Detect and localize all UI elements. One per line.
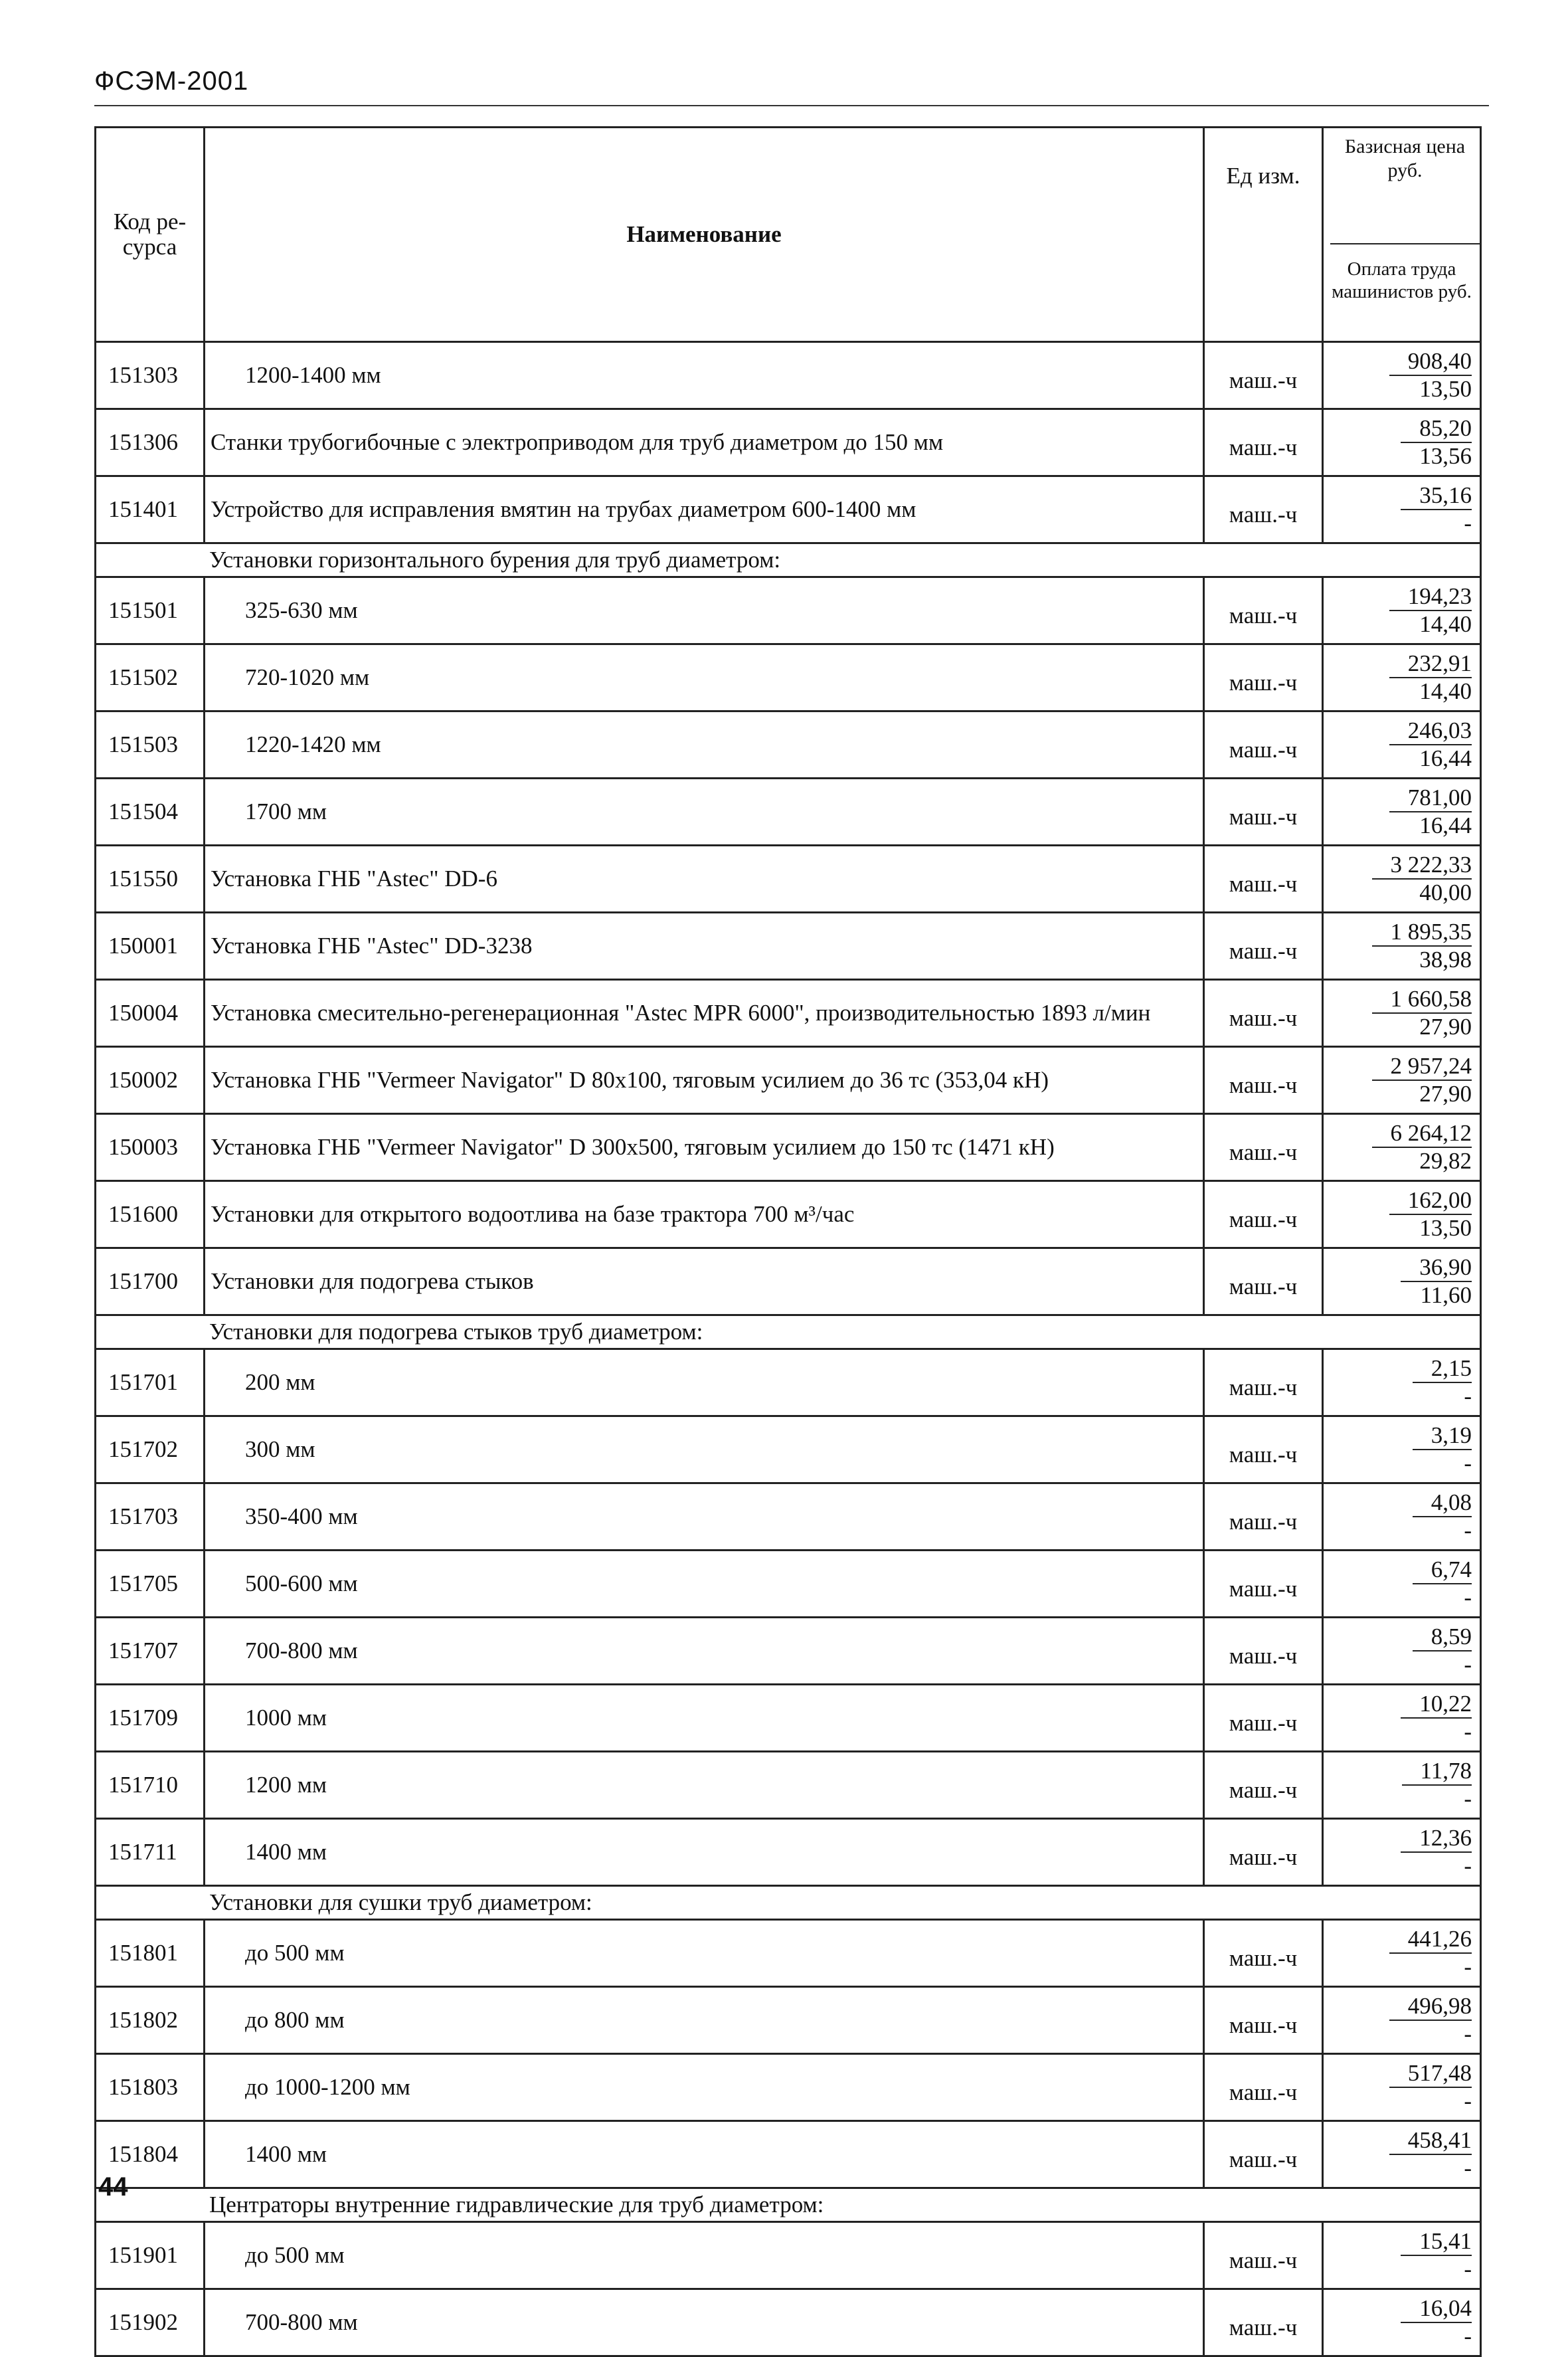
base-price: 2,15	[1413, 1355, 1472, 1383]
base-price: 11,78	[1402, 1758, 1472, 1786]
page-number: 44	[98, 2172, 128, 2202]
resource-name: Станки трубогибочные с электроприводом для труб диаметром до 150 мм	[205, 409, 1204, 476]
operator-pay: -	[1464, 1450, 1472, 1476]
table-row	[96, 1752, 1481, 1819]
table-row	[96, 1181, 1481, 1248]
operator-pay: 14,40	[1419, 611, 1472, 637]
resource-name: Установка ГНБ "Vermeer Navigator" D 300x500, тяговым усилием до 150 тс (1471 кН)	[205, 1114, 1204, 1181]
operator-pay: -	[1464, 1383, 1472, 1409]
resource-code: 151600	[96, 1181, 205, 1248]
resource-unit: маш.-ч	[1204, 577, 1323, 644]
base-price: 12,36	[1401, 1825, 1472, 1853]
table-row	[96, 1551, 1481, 1618]
base-price: 781,00	[1389, 785, 1472, 812]
price-cell	[1323, 644, 1481, 711]
resource-table-body	[96, 128, 1481, 2356]
table-row	[96, 846, 1481, 913]
price-cell	[1323, 2054, 1481, 2121]
page-title: ФСЭМ-2001	[94, 66, 249, 96]
header-labor: Оплата труда машинистов руб.	[1332, 258, 1472, 302]
base-price: 232,91	[1389, 650, 1472, 678]
header-divider	[94, 105, 1489, 106]
resource-name: 700-800 мм	[205, 2289, 1204, 2356]
resource-name: Установки для подогрева стыков	[205, 1248, 1204, 1315]
resource-code: 151804	[96, 2121, 205, 2188]
table-row	[96, 342, 1481, 409]
resource-name: 720-1020 мм	[205, 644, 1204, 711]
price-cell	[1323, 913, 1481, 980]
resource-name: до 500 мм	[205, 2222, 1204, 2289]
resource-code: 150003	[96, 1114, 205, 1181]
resource-code: 150001	[96, 913, 205, 980]
base-price: 194,23	[1389, 583, 1472, 611]
operator-pay: 38,98	[1419, 947, 1472, 973]
operator-pay: -	[1464, 2088, 1472, 2114]
table-row	[96, 2054, 1481, 2121]
operator-pay: -	[1464, 2256, 1472, 2282]
price-cell	[1323, 577, 1481, 644]
resource-name: 325-630 мм	[205, 577, 1204, 644]
resource-code: 151710	[96, 1752, 205, 1819]
base-price: 517,48	[1389, 2060, 1472, 2088]
resource-code: 151303	[96, 342, 205, 409]
resource-name: 200 мм	[205, 1349, 1204, 1416]
resource-code: 151502	[96, 644, 205, 711]
operator-pay: -	[1464, 1719, 1472, 1744]
resource-code: 151802	[96, 1987, 205, 2054]
table-row	[96, 2289, 1481, 2356]
base-price: 458,41	[1389, 2127, 1472, 2155]
price-cell	[1323, 2222, 1481, 2289]
resource-code: 150002	[96, 1047, 205, 1114]
operator-pay: -	[1464, 1853, 1472, 1879]
table-row	[96, 2222, 1481, 2289]
group-heading-row	[96, 1315, 1481, 1349]
resource-code: 151306	[96, 409, 205, 476]
price-cell	[1323, 1618, 1481, 1685]
table-row	[96, 1416, 1481, 1483]
operator-pay: -	[1464, 2323, 1472, 2349]
base-price: 6,74	[1413, 1556, 1472, 1584]
base-price: 1 895,35	[1372, 919, 1472, 947]
resource-name: Установка ГНБ "Astec" DD-6	[205, 846, 1204, 913]
resource-unit: маш.-ч	[1204, 711, 1323, 779]
resource-table	[94, 126, 1482, 2357]
resource-code: 151707	[96, 1618, 205, 1685]
price-cell	[1323, 980, 1481, 1047]
price-cell	[1323, 2121, 1481, 2188]
resource-unit: маш.-ч	[1204, 644, 1323, 711]
resource-code: 151902	[96, 2289, 205, 2356]
table-row	[96, 1114, 1481, 1181]
price-cell	[1323, 342, 1481, 409]
base-price: 16,04	[1401, 2295, 1472, 2323]
base-price: 15,41	[1401, 2228, 1472, 2256]
resource-name: 1220-1420 мм	[205, 711, 1204, 779]
table-row	[96, 577, 1481, 644]
resource-unit: маш.-ч	[1204, 1920, 1323, 1987]
resource-unit: маш.-ч	[1204, 1483, 1323, 1551]
resource-code: 151700	[96, 1248, 205, 1315]
base-price: 496,98	[1389, 1993, 1472, 2021]
resource-name: 1200-1400 мм	[205, 342, 1204, 409]
resource-code: 151901	[96, 2222, 205, 2289]
resource-code: 151801	[96, 1920, 205, 1987]
resource-unit: маш.-ч	[1204, 846, 1323, 913]
table-row	[96, 476, 1481, 543]
price-cell	[1323, 1685, 1481, 1752]
resource-name: 700-800 мм	[205, 1618, 1204, 1685]
resource-unit: маш.-ч	[1204, 476, 1323, 543]
resource-code: 151702	[96, 1416, 205, 1483]
header-unit: Ед изм.	[1204, 128, 1323, 342]
table-row	[96, 1685, 1481, 1752]
resource-unit: маш.-ч	[1204, 1047, 1323, 1114]
price-cell	[1323, 1920, 1481, 1987]
operator-pay: 27,90	[1419, 1014, 1472, 1040]
base-price: 441,26	[1389, 1926, 1472, 1954]
operator-pay: 13,56	[1419, 443, 1472, 469]
price-cell	[1323, 409, 1481, 476]
operator-pay: 14,40	[1419, 678, 1472, 704]
base-price: 3,19	[1413, 1422, 1472, 1450]
base-price: 10,22	[1401, 1691, 1472, 1719]
resource-unit: маш.-ч	[1204, 1685, 1323, 1752]
resource-name: Установка ГНБ "Astec" DD-3238	[205, 913, 1204, 980]
price-cell	[1323, 779, 1481, 846]
resource-code: 150004	[96, 980, 205, 1047]
operator-pay: -	[1464, 2155, 1472, 2181]
operator-pay: -	[1464, 1517, 1472, 1543]
table-header-row	[96, 128, 1481, 342]
resource-code: 151701	[96, 1349, 205, 1416]
price-cell	[1323, 1752, 1481, 1819]
resource-code: 151504	[96, 779, 205, 846]
base-price: 3 222,33	[1372, 852, 1472, 880]
base-price: 36,90	[1401, 1254, 1472, 1282]
resource-unit: маш.-ч	[1204, 2289, 1323, 2356]
group-heading-row	[96, 1886, 1481, 1920]
price-cell	[1323, 1047, 1481, 1114]
resource-unit: маш.-ч	[1204, 1752, 1323, 1819]
resource-code: 151550	[96, 846, 205, 913]
resource-unit: маш.-ч	[1204, 1181, 1323, 1248]
resource-code: 151501	[96, 577, 205, 644]
resource-unit: маш.-ч	[1204, 409, 1323, 476]
table-row	[96, 1987, 1481, 2054]
table-row	[96, 1047, 1481, 1114]
table-row	[96, 1483, 1481, 1551]
resource-unit: маш.-ч	[1204, 1416, 1323, 1483]
table-row	[96, 980, 1481, 1047]
resource-name: 350-400 мм	[205, 1483, 1204, 1551]
resource-unit: маш.-ч	[1204, 1114, 1323, 1181]
table-row	[96, 2121, 1481, 2188]
resource-name: 300 мм	[205, 1416, 1204, 1483]
header-code: Код ре-сурса	[96, 128, 205, 342]
price-cell	[1323, 1416, 1481, 1483]
table-row	[96, 913, 1481, 980]
resource-name: Установки для открытого водоотлива на базе трактора 700 м³/час	[205, 1181, 1204, 1248]
table-row	[96, 1819, 1481, 1886]
base-price: 35,16	[1401, 482, 1472, 510]
resource-name: 1400 мм	[205, 2121, 1204, 2188]
resource-name: Устройство для исправления вмятин на трубах диаметром 600-1400 мм	[205, 476, 1204, 543]
header-name: Наименование	[205, 128, 1204, 342]
resource-unit: маш.-ч	[1204, 1618, 1323, 1685]
base-price: 8,59	[1413, 1624, 1472, 1651]
operator-pay: -	[1464, 2021, 1472, 2047]
group-heading: Установки для сушки труб диаметром:	[96, 1886, 1481, 1920]
operator-pay: 13,50	[1419, 376, 1472, 402]
header-price-cell	[1323, 128, 1481, 342]
resource-name: 500-600 мм	[205, 1551, 1204, 1618]
operator-pay: 13,50	[1419, 1215, 1472, 1241]
operator-pay: 29,82	[1419, 1148, 1472, 1174]
header-price: Базисная цена руб.	[1330, 128, 1480, 244]
price-cell	[1323, 1248, 1481, 1315]
resource-name: 1200 мм	[205, 1752, 1204, 1819]
resource-code: 151503	[96, 711, 205, 779]
resource-unit: маш.-ч	[1204, 980, 1323, 1047]
operator-pay: 16,44	[1419, 812, 1472, 838]
table-row	[96, 779, 1481, 846]
resource-code: 151711	[96, 1819, 205, 1886]
operator-pay: -	[1464, 1954, 1472, 1980]
resource-name: Установка смесительно-регенерационная "Astec MPR 6000", производительностью 1893 л/мин	[205, 980, 1204, 1047]
price-cell	[1323, 1551, 1481, 1618]
table-row	[96, 1618, 1481, 1685]
resource-code: 151703	[96, 1483, 205, 1551]
resource-unit: маш.-ч	[1204, 2054, 1323, 2121]
table-row	[96, 711, 1481, 779]
resource-unit: маш.-ч	[1204, 1349, 1323, 1416]
base-price: 85,20	[1401, 415, 1472, 443]
price-cell	[1323, 711, 1481, 779]
base-price: 162,00	[1389, 1187, 1472, 1215]
operator-pay: -	[1464, 1584, 1472, 1610]
price-cell	[1323, 846, 1481, 913]
table-row	[96, 644, 1481, 711]
resource-unit: маш.-ч	[1204, 1551, 1323, 1618]
resource-unit: маш.-ч	[1204, 779, 1323, 846]
resource-name: 1400 мм	[205, 1819, 1204, 1886]
price-cell	[1323, 2289, 1481, 2356]
table-row	[96, 1920, 1481, 1987]
base-price: 1 660,58	[1372, 986, 1472, 1014]
group-heading: Центраторы внутренние гидравлические для труб диаметром:	[96, 2188, 1481, 2222]
operator-pay: 11,60	[1420, 1282, 1472, 1308]
price-cell	[1323, 1114, 1481, 1181]
price-cell	[1323, 1483, 1481, 1551]
resource-unit: маш.-ч	[1204, 2222, 1323, 2289]
resource-unit: маш.-ч	[1204, 1248, 1323, 1315]
resource-name: до 1000-1200 мм	[205, 2054, 1204, 2121]
base-price: 4,08	[1413, 1489, 1472, 1517]
table-row	[96, 409, 1481, 476]
operator-pay: -	[1464, 1786, 1472, 1812]
resource-name: 1000 мм	[205, 1685, 1204, 1752]
resource-name: 1700 мм	[205, 779, 1204, 846]
operator-pay: 16,44	[1419, 745, 1472, 771]
group-heading-row	[96, 2188, 1481, 2222]
table-row	[96, 1248, 1481, 1315]
operator-pay: -	[1464, 1651, 1472, 1677]
resource-name: до 800 мм	[205, 1987, 1204, 2054]
base-price: 2 957,24	[1372, 1053, 1472, 1081]
group-heading-row	[96, 543, 1481, 577]
base-price: 246,03	[1389, 717, 1472, 745]
resource-name: Установка ГНБ "Vermeer Navigator" D 80x100, тяговым усилием до 36 тс (353,04 кН)	[205, 1047, 1204, 1114]
group-heading: Установки горизонтального бурения для труб диаметром:	[96, 543, 1481, 577]
resource-unit: маш.-ч	[1204, 1819, 1323, 1886]
resource-name: до 500 мм	[205, 1920, 1204, 1987]
resource-unit: маш.-ч	[1204, 1987, 1323, 2054]
group-heading: Установки для подогрева стыков труб диаметром:	[96, 1315, 1481, 1349]
price-cell	[1323, 1349, 1481, 1416]
price-cell	[1323, 476, 1481, 543]
resource-unit: маш.-ч	[1204, 913, 1323, 980]
resource-code: 151401	[96, 476, 205, 543]
price-cell	[1323, 1181, 1481, 1248]
price-cell	[1323, 1819, 1481, 1886]
operator-pay: -	[1464, 510, 1472, 536]
resource-unit: маш.-ч	[1204, 342, 1323, 409]
resource-unit: маш.-ч	[1204, 2121, 1323, 2188]
price-cell	[1323, 1987, 1481, 2054]
operator-pay: 27,90	[1419, 1081, 1472, 1107]
table-row	[96, 1349, 1481, 1416]
base-price: 6 264,12	[1372, 1120, 1472, 1148]
resource-code: 151705	[96, 1551, 205, 1618]
resource-code: 151709	[96, 1685, 205, 1752]
resource-code: 151803	[96, 2054, 205, 2121]
operator-pay: 40,00	[1419, 880, 1472, 905]
base-price: 908,40	[1389, 348, 1472, 376]
